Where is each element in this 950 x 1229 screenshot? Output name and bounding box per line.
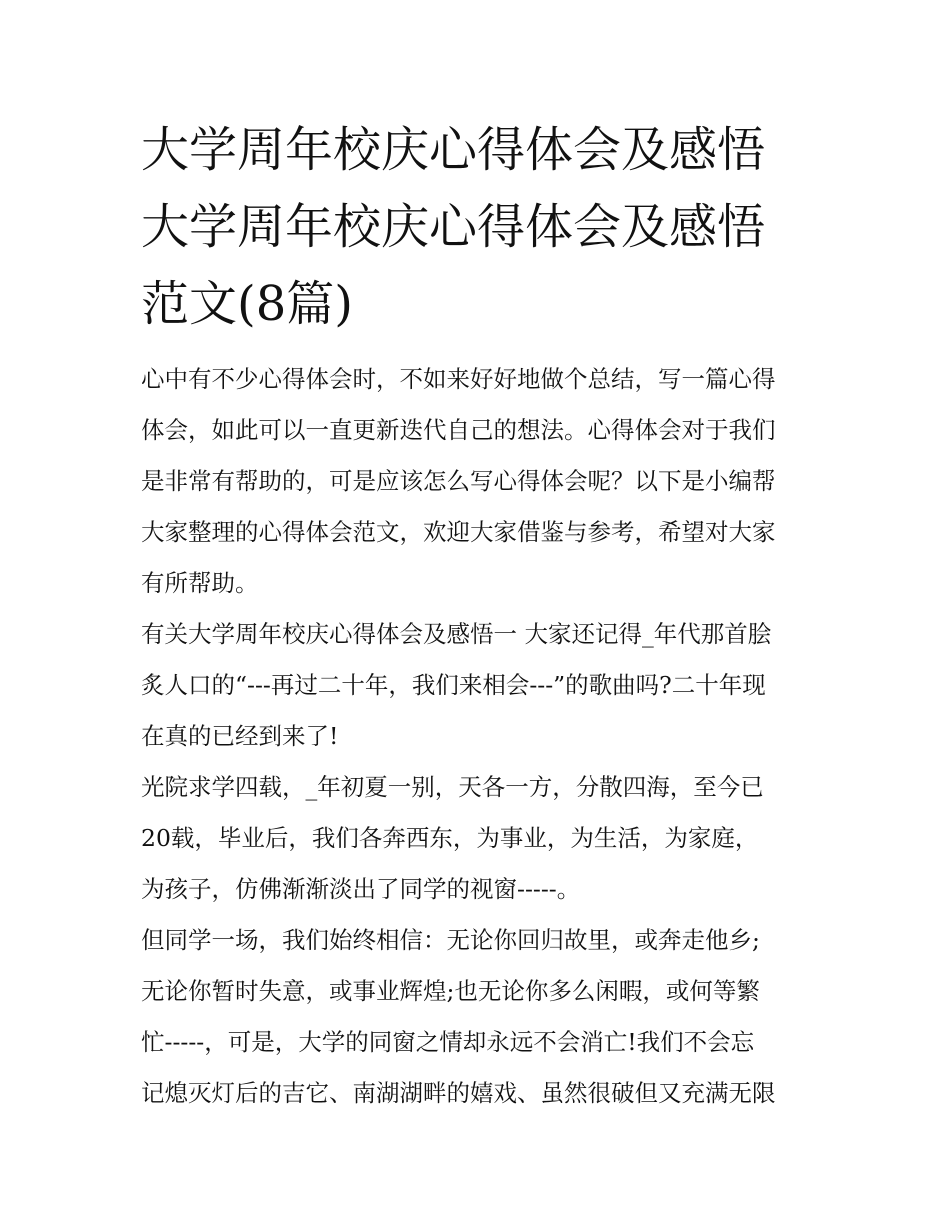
paragraph-essay-one-intro [141,609,821,762]
text-line: 体会，如此可以一直更新迭代自己的想法。心得体会对于我们 [141,416,776,444]
text-line: 是非常有帮助的，可是应该怎么写心得体会呢？以下是小编帮 [141,467,776,495]
title-line: 大学周年校庆心得体会及感悟 [141,122,766,178]
text-line: 记熄灭灯后的吉它、南湖湖畔的嬉戏、虽然很破但又充满无限 [141,1079,776,1107]
text-line: 20载，毕业后，我们各奔西东，为事业，为生活，为家庭， [141,824,759,852]
document-title [141,112,831,343]
paragraph-intro [141,354,821,609]
paragraph-classmates [141,915,821,1119]
text-line: 无论你暂时失意，或事业辉煌;也无论你多么闲暇，或何等繁 [141,977,760,1005]
document-body [141,354,821,1119]
text-line: 忙-----，可是，大学的同窗之情却永远不会消亡!我们不会忘 [141,1028,755,1056]
text-line: 大家整理的心得体会范文，欢迎大家借鉴与参考，希望对大家 [141,518,776,546]
paragraph-study-years [141,762,821,915]
text-line: 但同学一场，我们始终相信：无论你回归故里，或奔走他乡; [141,926,760,954]
text-line: 炙人口的“---再过二十年，我们来相会---”的歌曲吗?二十年现 [141,671,766,699]
title-line: 范文(8篇) [141,276,353,332]
text-line: 在真的已经到来了! [141,722,339,750]
text-line: 有关大学周年校庆心得体会及感悟一 大家还记得_年代那首脍 [141,620,772,648]
text-line: 心中有不少心得体会时，不如来好好地做个总结，写一篇心得 [141,365,776,393]
text-line: 光院求学四载，_年初夏一别，天各一方，分散四海，至今已 [141,773,764,801]
text-line: 有所帮助。 [141,569,259,597]
text-line: 为孩子，仿佛渐渐淡出了同学的视窗-----。 [141,875,581,903]
title-line: 大学周年校庆心得体会及感悟 [141,199,766,255]
